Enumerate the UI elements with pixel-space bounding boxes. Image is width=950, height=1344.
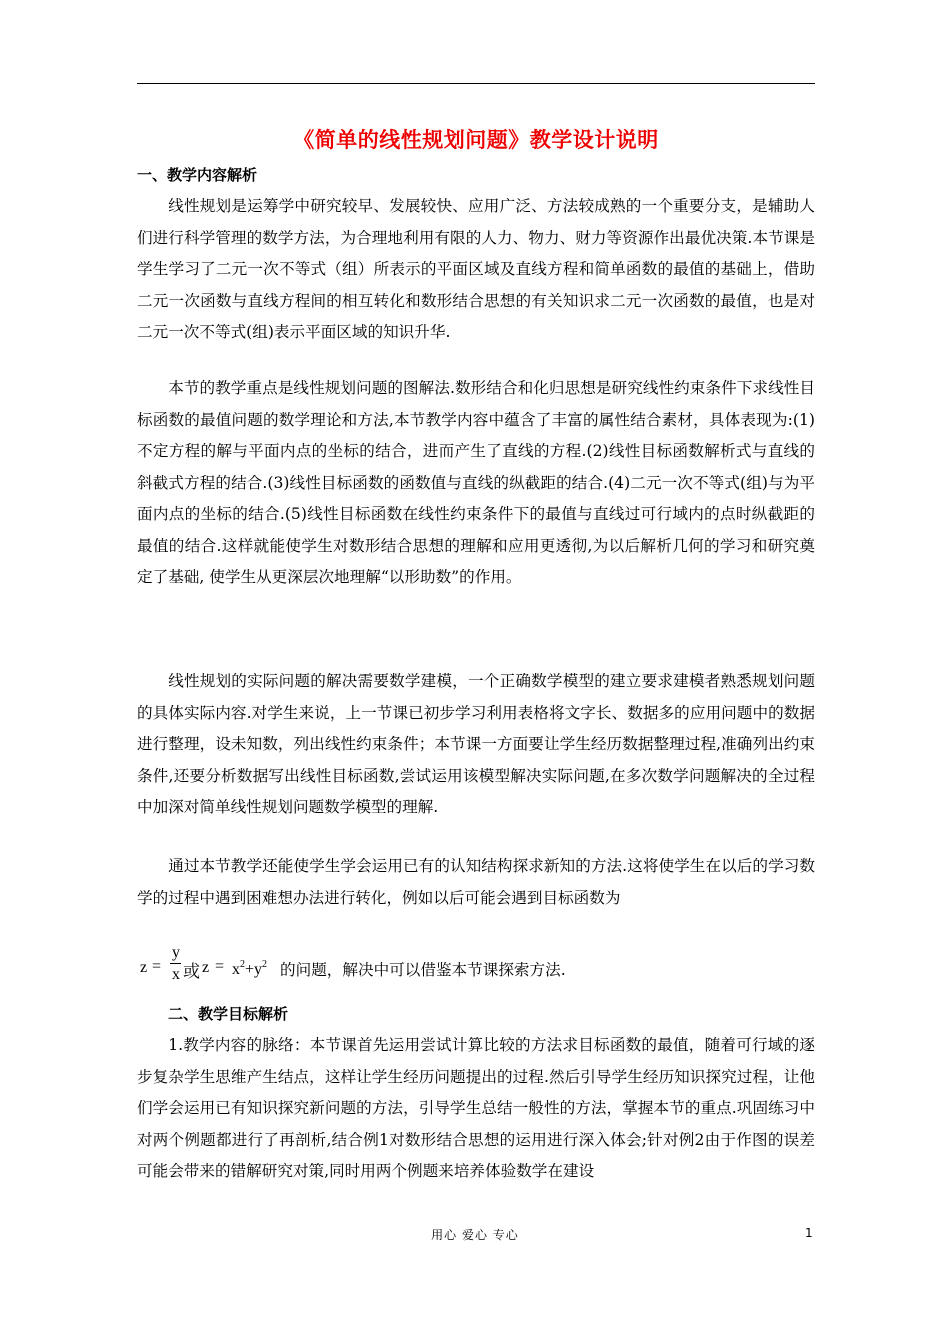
formula-denominator: x — [172, 966, 180, 983]
formula-z: z — [140, 959, 148, 976]
formula-equals: = — [152, 958, 162, 975]
formula-line — [140, 942, 820, 992]
fraction-bar — [170, 963, 181, 964]
page-number: 1 — [805, 1226, 813, 1240]
formula-equals-second: = — [215, 958, 225, 975]
formula-z-second: z — [202, 959, 210, 976]
section-heading-content-analysis: 一、教学内容解析 — [137, 166, 258, 184]
footer-motto: 用心 爱心 专心 — [431, 1228, 519, 1242]
paragraph-2: 本节的教学重点是线性规划问题的图解法.数形结合和化归思想是研究线性约束条件下求线性目标函数的最值问题的数学理论和方法,本节教学内容中蕴含了丰富的属性结合素材，具体表现为:(1)不定方程的解与平面内点的坐标的结合，进而产生了直线的方程.(2)线性目标函数解析式与直线的斜截式方程的结合.(3)线性目标函数的函数值与直线的纵截距的结合.(4)二元一次不等式(组)与为平面内点的坐标的结合.(5)线性目标函数在线性约束条件下的最值与直线过可行域内的点时纵截距的最值的结合.这样就能使学生对数形结合思想的理解和应用更透彻,为以后解析几何的学习和研究奠定了基础, 使学生从更深层次地理解“以形助数”的作用。 — [137, 379, 815, 586]
section-heading-objective-analysis: 二、教学目标解析 — [168, 1005, 289, 1023]
paragraph-1: 线性规划是运筹学中研究较早、发展较快、应用广泛、方法较成熟的一个重要分支，是辅助人们进行科学管理的数学方法，为合理地利用有限的人力、物力、财力等资源作出最优决策.本节课是学生学习了二元一次不等式（组）所表示的平面区域及直线方程和简单函数的最值的基础上，借助二元一次函数与直线方程间的相互转化和数形结合思想的有关知识求二元一次函数的最值，也是对二元一次不等式(组)表示平面区域的知识升华. — [137, 197, 815, 341]
formula-tail-text: 的问题，解决中可以借鉴本节课探索方法. — [280, 961, 566, 979]
formula-sum-of-squares: $x^2+y^2$ — [232, 959, 268, 978]
objective-function-formula — [140, 942, 280, 992]
paragraph-4: 通过本节教学还能使学生学会运用已有的认知结构探求新知的方法.这将使学生在以后的学习数学的过程中遇到困难想办法进行转化，例如以后可能会遇到目标函数为 — [137, 857, 815, 907]
formula-fraction — [170, 944, 182, 985]
paragraph-3: 线性规划的实际问题的解决需要数学建模，一个正确数学模型的建立要求建模者熟悉规划问题的具体实际内容.对学生来说，上一节课已初步学习利用表格将文字长、数据多的应用问题中的数据进行整理，设未知数，列出线性约束条件；本节课一方面要让学生经历数据整理过程,准确列出约束条件,还要分析数据写出线性目标函数,尝试运用该模型解决实际问题,在多次数学问题解决的全过程中加深对简单线性规划问题数学模型的理解. — [137, 672, 815, 816]
formula-or: 或 — [183, 962, 200, 982]
formula-numerator: y — [172, 944, 180, 961]
header-rule — [137, 83, 815, 84]
paragraph-5: 1.教学内容的脉络：本节课首先运用尝试计算比较的方法求目标函数的最值，随着可行域的逐步复杂学生思维产生结点，这样让学生经历问题提出的过程.然后引导学生经历知识探究过程，让他们学会运用已有知识探究新问题的方法，引导学生总结一般性的方法，掌握本节的重点.巩固练习中对两个例题都进行了再剖析,结合例1对数形结合思想的运用进行深入体会;针对例2由于作图的误差可能会带来的错解研究对策,同时用两个例题来培养体验数学在建设 — [137, 1036, 815, 1180]
document-title: 《简单的线性规划问题》教学设计说明 — [293, 128, 659, 152]
